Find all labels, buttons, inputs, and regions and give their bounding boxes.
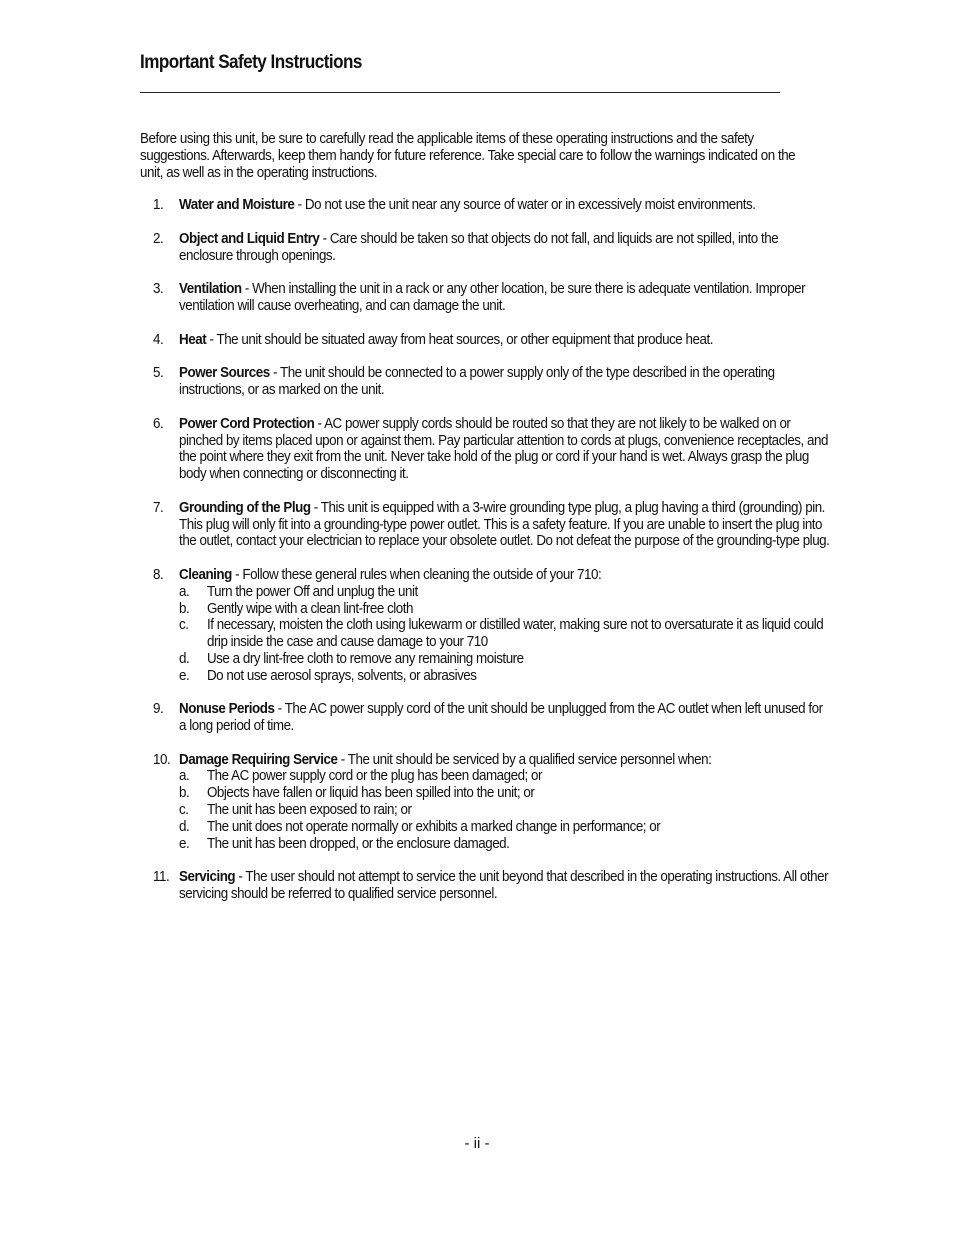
sub-list-item — [179, 819, 830, 836]
list-item — [140, 752, 830, 853]
document-body — [140, 131, 830, 920]
item-number: 11. — [153, 869, 170, 886]
item-title: Servicing — [179, 869, 236, 886]
sub-item-text: The AC power supply cord or the plug has been damaged; or — [206, 768, 543, 785]
item-text: Care should be taken so that objects do not fall, and liquids are not spilled, into the enclosure through openings. — [179, 230, 779, 264]
sub-item-letter: d. — [179, 650, 190, 667]
sub-item-letter: c. — [179, 617, 189, 634]
item-separator: - — [337, 751, 348, 768]
sub-item-letter: e. — [179, 835, 190, 852]
title-rule — [140, 92, 780, 93]
intro-paragraph: Before using this unit, be sure to carefully read the applicable items of these operating instructions and the safety suggestions. Afterwards, keep them handy for future reference. Take special care to follow the warnings indicated on the unit, as well as in the operating instructions. — [140, 131, 796, 181]
item-number: 9. — [153, 701, 164, 718]
item-title: Nonuse Periods — [179, 701, 275, 718]
item-separator: - — [241, 281, 253, 298]
sub-list-item — [179, 601, 830, 618]
item-text: Follow these general rules when cleaning the outside of your 710: — [242, 566, 602, 583]
item-separator: - — [206, 331, 217, 348]
item-number: 5. — [153, 365, 164, 382]
sub-item-letter: b. — [179, 785, 190, 802]
item-title: Ventilation — [179, 281, 242, 298]
item-number: 3. — [153, 281, 164, 298]
item-number: 10. — [153, 751, 171, 768]
item-text: This unit is equipped with a 3-wire grounding type plug, a plug having a third (grounding) pin. This plug will only fit into a grounding-type power outlet. This is a safety feature. If you are unable to insert the plug into the outlet, contact your electrician to replace your obsolete outlet. Do not defeat the purpose of the grounding-type plug. — [179, 499, 830, 550]
item-text: When installing the unit in a rack or any other location, be sure there is adequate ventilation. Improper ventilation will cause overheating, and can damage the unit. — [179, 281, 806, 315]
sub-item-text: The unit has been exposed to rain; or — [206, 802, 412, 819]
sub-item-text: Do not use aerosol sprays, solvents, or abrasives — [206, 667, 477, 684]
sub-list — [179, 768, 830, 852]
sub-list — [179, 584, 830, 685]
sub-item-letter: c. — [179, 802, 189, 819]
sub-list-item — [179, 785, 830, 802]
safety-instruction-list — [140, 197, 830, 903]
sub-item-letter: b. — [179, 600, 190, 617]
list-item — [140, 416, 830, 483]
item-separator: - — [231, 566, 243, 583]
item-number: 4. — [153, 331, 164, 348]
item-title: Grounding of the Plug — [179, 499, 311, 516]
item-separator: - — [274, 701, 285, 718]
sub-item-text: Objects have fallen or liquid has been spilled into the unit; or — [206, 785, 535, 802]
item-title: Power Sources — [179, 365, 270, 382]
item-text: AC power supply cords should be routed so that they are not likely to be walked on or pinched by items placed upon or against them. Pay particular attention to cords at plugs, convenience receptacles, and the point where they exit from the unit. Never take hold of the plug or cord if your hand is wet. Always grasp the plug body when connecting or disconnecting it. — [179, 415, 828, 483]
sub-list-item — [179, 802, 830, 819]
item-number: 6. — [153, 415, 164, 432]
list-item — [140, 281, 830, 315]
list-item — [140, 332, 830, 349]
sub-item-text: Use a dry lint-free cloth to remove any remaining moisture — [206, 650, 524, 667]
sub-item-text: The unit does not operate normally or exhibits a marked change in performance; or — [206, 818, 661, 835]
item-text: The unit should be serviced by a qualified service personnel when: — [347, 751, 712, 768]
list-item — [140, 500, 830, 550]
item-title: Heat — [179, 331, 207, 348]
sub-list-item — [179, 617, 830, 651]
sub-list-item — [179, 584, 830, 601]
sub-list-item — [179, 836, 830, 853]
item-number: 2. — [153, 230, 164, 247]
item-number: 1. — [153, 197, 164, 214]
item-title: Water and Moisture — [179, 197, 295, 214]
list-item — [140, 869, 830, 903]
list-item — [140, 567, 830, 685]
sub-list-item — [179, 768, 830, 785]
item-title: Power Cord Protection — [179, 415, 315, 432]
item-title: Object and Liquid Entry — [179, 230, 320, 247]
item-text: Do not use the unit near any source of water or in excessively moist environments. — [304, 197, 756, 214]
item-number: 7. — [153, 499, 164, 516]
item-separator: - — [310, 499, 321, 516]
item-text: The AC power supply cord of the unit should be unplugged from the AC outlet when left unused for a long period of time. — [179, 701, 823, 735]
item-title: Damage Requiring Service — [179, 751, 338, 768]
list-item — [140, 365, 830, 399]
sub-item-text: The unit has been dropped, or the enclosure damaged. — [206, 835, 510, 852]
page-title: Important Safety Instructions — [140, 52, 362, 73]
sub-list-item — [179, 651, 830, 668]
sub-item-text: Gently wipe with a clean lint-free cloth — [206, 600, 414, 617]
sub-item-text: Turn the power Off and unplug the unit — [206, 583, 418, 600]
item-separator: - — [235, 869, 246, 886]
sub-item-letter: a. — [179, 583, 190, 600]
item-text: The unit should be situated away from heat sources, or other equipment that produce heat. — [216, 331, 713, 348]
sub-item-letter: e. — [179, 667, 190, 684]
sub-item-text: If necessary, moisten the cloth using lukewarm or distilled water, making sure not to oversaturate it as liquid could drip inside the case and cause damage to your 710 — [206, 617, 824, 651]
sub-item-letter: a. — [179, 768, 190, 785]
item-separator: - — [294, 197, 305, 214]
sub-item-letter: d. — [179, 818, 190, 835]
item-separator: - — [319, 230, 330, 247]
item-text: The user should not attempt to service the unit beyond that described in the operating instructions. All other servicing should be referred to qualified service personnel. — [179, 869, 829, 903]
page-number: - ii - — [464, 1135, 490, 1152]
item-number: 8. — [153, 566, 164, 583]
item-separator: - — [269, 365, 280, 382]
sub-list-item — [179, 668, 830, 685]
list-item — [140, 197, 830, 214]
item-separator: - — [314, 415, 325, 432]
item-title: Cleaning — [179, 566, 232, 583]
list-item — [140, 701, 830, 735]
list-item — [140, 231, 830, 265]
item-text: The unit should be connected to a power supply only of the type described in the operating instructions, or as marked on the unit. — [179, 365, 775, 399]
